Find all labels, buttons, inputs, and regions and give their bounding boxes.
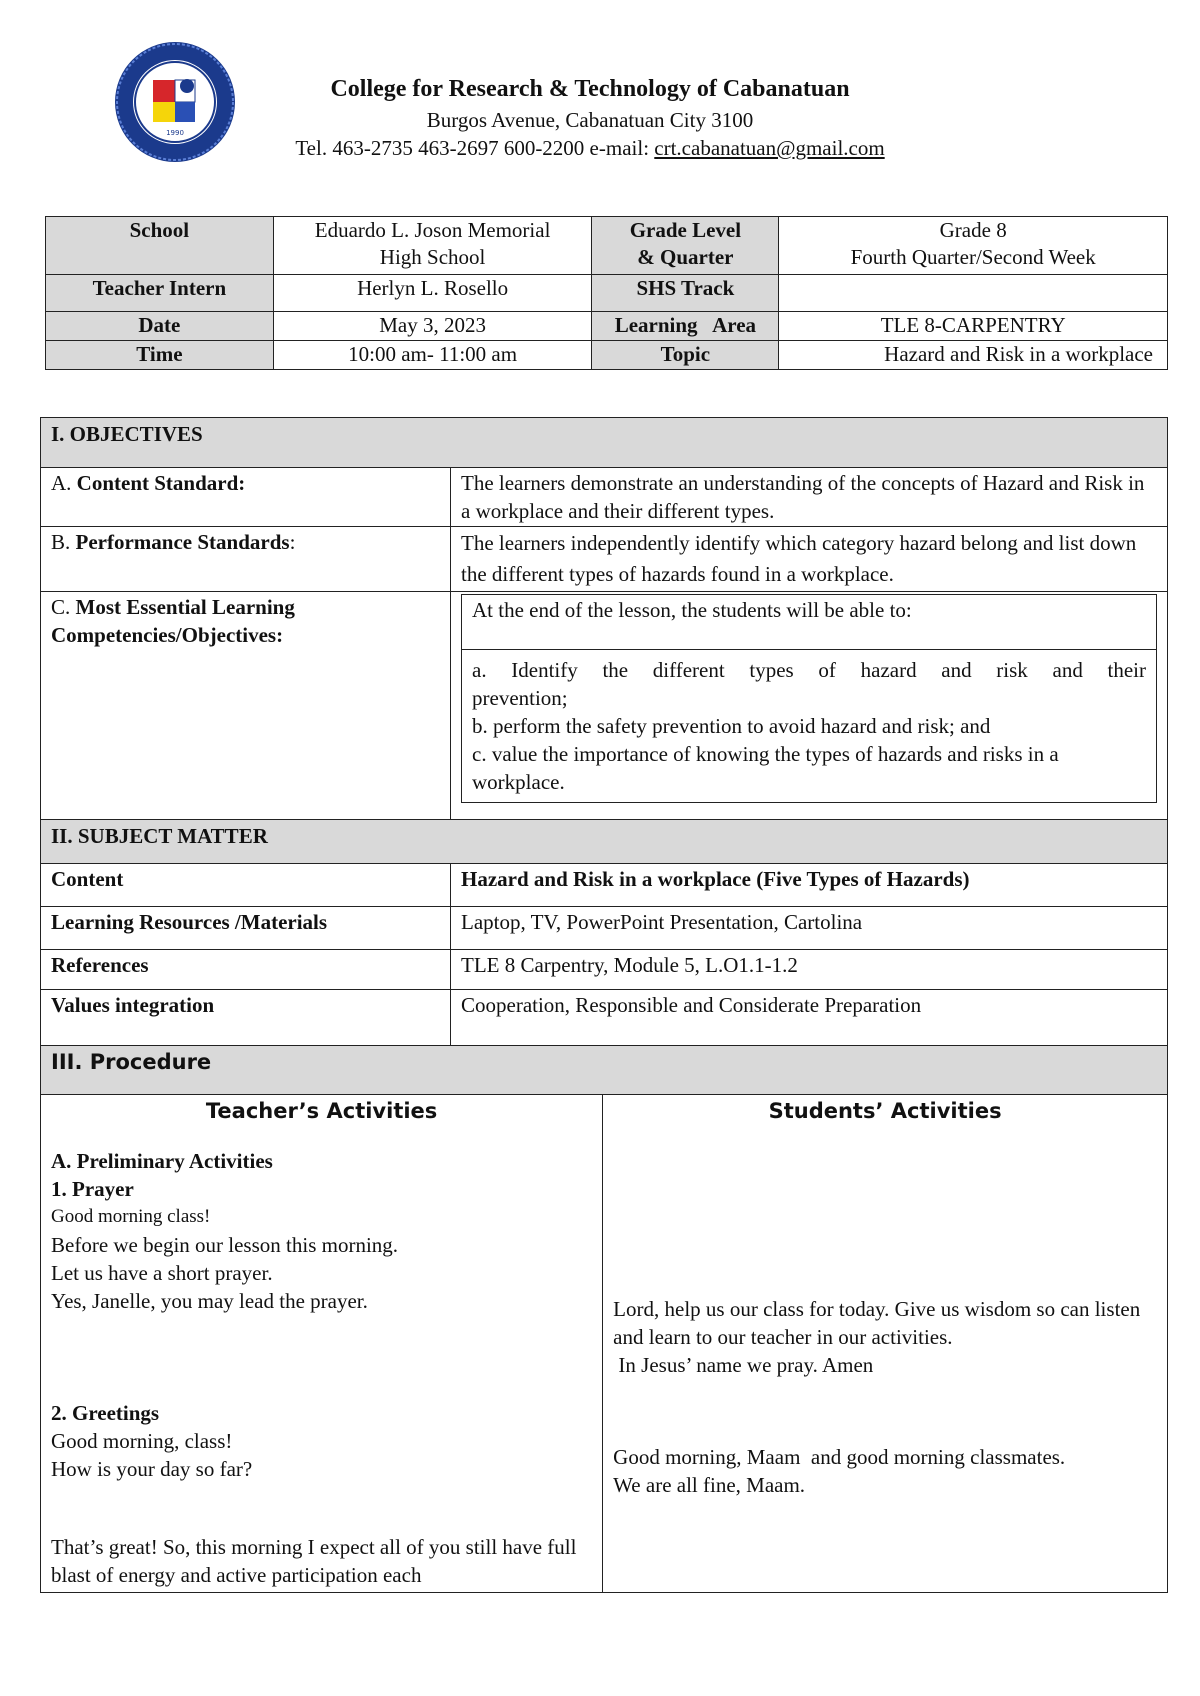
college-seal-logo — [113, 40, 237, 164]
melc-objectives-list — [462, 650, 1156, 802]
melc-label: C. Most Essential Learning Competencies/Objectives: — [41, 592, 451, 820]
procedure-heading: III. Procedure — [41, 1046, 1168, 1095]
objectives-subject-table — [40, 417, 1168, 1046]
teacher-line-1: Good morning class! — [51, 1206, 211, 1227]
content-value: Hazard and Risk in a workplace (Five Types of Hazards) — [451, 864, 1168, 907]
teacher-intern-value: Herlyn L. Rosello — [273, 275, 592, 312]
time-label: Time — [46, 341, 274, 370]
lesson-info-table — [45, 216, 1168, 370]
document-header — [0, 0, 1200, 190]
teacher-line-6: How is your day so far? — [51, 1457, 253, 1481]
learning-resources-label: Learning Resources /Materials — [41, 907, 451, 950]
topic-label: Topic — [592, 341, 779, 370]
teacher-line-4: Yes, Janelle, you may lead the prayer. — [51, 1289, 368, 1313]
time-value: 10:00 am- 11:00 am — [273, 341, 592, 370]
content-standard-text: The learners demonstrate an understanding of the concepts of Hazard and Risk in a workplace and their different types. — [451, 468, 1168, 527]
content-label: Content — [41, 864, 451, 907]
subject-matter-heading: II. SUBJECT MATTER — [41, 820, 1168, 864]
student-prayer-closing: In Jesus’ name we pray. Amen — [613, 1353, 874, 1377]
melc-box — [461, 594, 1157, 803]
references-label: References — [41, 950, 451, 990]
learning-area-value: TLE 8-CARPENTRY — [779, 312, 1168, 341]
college-address: Burgos Avenue, Cabanatuan City 3100 — [426, 108, 754, 132]
prayer-heading: 1. Prayer — [51, 1177, 134, 1201]
grade-level-value: Grade 8 Fourth Quarter/Second Week — [779, 217, 1168, 275]
students-activities-header: Students’ Activities — [768, 1099, 1002, 1123]
email-link[interactable]: crt.cabanatuan@gmail.com — [654, 136, 885, 160]
student-greeting: Good morning, Maam and good morning classmates. — [613, 1445, 1066, 1469]
topic-value: Hazard and Risk in a workplace — [779, 341, 1168, 370]
college-name: College for Research & Technology of Cabanatuan — [330, 76, 850, 102]
logo-year: 1990 — [166, 129, 184, 137]
shs-track-label: SHS Track — [592, 275, 779, 312]
teacher-line-2: Before we begin our lesson this morning. — [51, 1233, 399, 1257]
objectives-heading: I. OBJECTIVES — [41, 418, 1168, 468]
grade-level-label: Grade Level & Quarter — [592, 217, 779, 275]
procedure-table — [40, 1045, 1168, 1593]
greetings-heading: 2. Greetings — [51, 1401, 160, 1425]
shs-track-value — [779, 275, 1168, 312]
school-label: School — [46, 217, 274, 275]
teacher-activities-column — [41, 1095, 603, 1593]
teacher-intern-label: Teacher Intern — [46, 275, 274, 312]
teacher-activities-header: Teacher’s Activities — [205, 1099, 438, 1123]
students-activities-column — [603, 1095, 1168, 1593]
melc-cell — [451, 592, 1168, 820]
college-contact — [250, 134, 930, 162]
objective-c: c. value the importance of knowing the types of hazards and risks in a workplace. — [472, 742, 1059, 794]
objective-a: a. Identify the different types of hazard and risk and their prevention; — [472, 658, 1146, 710]
learning-area-label: Learning Area — [592, 312, 779, 341]
performance-standards-label: B. Performance Standards: — [41, 527, 451, 592]
teacher-line-5: Good morning, class! — [51, 1429, 233, 1453]
values-integration-value: Cooperation, Responsible and Considerate Preparation — [451, 990, 1168, 1046]
student-response: We are all fine, Maam. — [613, 1473, 806, 1497]
objective-b: b. perform the safety prevention to avoid hazard and risk; and — [472, 714, 991, 738]
melc-intro: At the end of the lesson, the students will be able to: — [462, 595, 1156, 650]
date-value: May 3, 2023 — [273, 312, 592, 341]
date-label: Date — [46, 312, 274, 341]
values-integration-label: Values integration — [41, 990, 451, 1046]
telephone-numbers: Tel. 463-2735 463-2697 600-2200 e-mail: — [295, 136, 655, 160]
school-value: Eduardo L. Joson Memorial High School — [273, 217, 592, 275]
teacher-line-7: That’s great! So, this morning I expect all of you still have full blast of energy and active participation each — [51, 1535, 577, 1587]
performance-standards-text: The learners independently identify which category hazard belong and list down the different types of hazards found in a workplace. — [451, 527, 1168, 592]
teacher-line-3: Let us have a short prayer. — [51, 1261, 273, 1285]
preliminary-activities-heading: A. Preliminary Activities — [51, 1149, 273, 1173]
student-prayer: Lord, help us our class for today. Give us wisdom so can listen and learn to our teacher in our activities. — [613, 1297, 1141, 1349]
references-value: TLE 8 Carpentry, Module 5, L.O1.1-1.2 — [451, 950, 1168, 990]
content-standard-label: A. Content Standard: — [41, 468, 451, 527]
learning-resources-value: Laptop, TV, PowerPoint Presentation, Cartolina — [451, 907, 1168, 950]
